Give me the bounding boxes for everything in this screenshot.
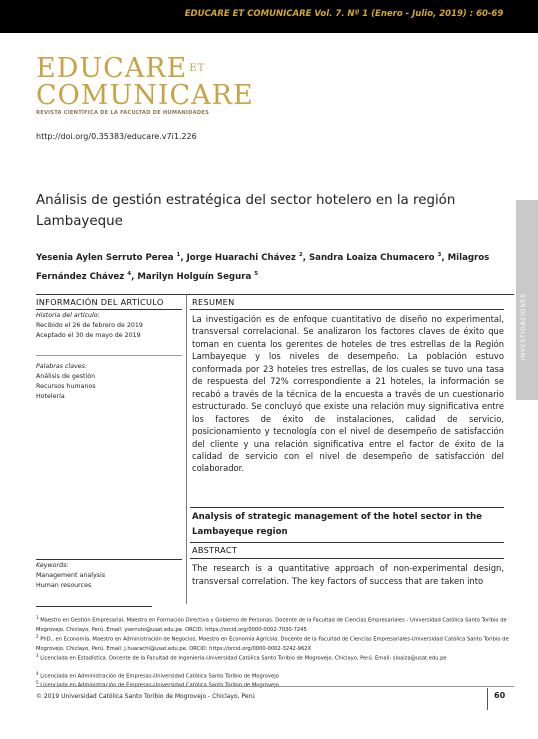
article-info-heading: INFORMACIÓN DEL ARTÍCULO <box>36 297 164 307</box>
footnote-3: $^3$ Licenciada en Estadística. Docente de la Facultad de Ingeniería-Universidad Católica Santo Toribio de Mogrovejo. Chiclayo, Perú. Email: sloaiza@usat.edu.pe <box>36 653 447 662</box>
journal-logo <box>36 55 256 116</box>
divider <box>36 355 182 356</box>
author-ref: 4 <box>127 270 132 277</box>
resumen-text: La investigación es de enfoque cuantitativo de diseño no experimental, transversal correlacional. Se analizaron los factores claves de éxito que toman en cuenta los gerentes de hoteles de tres estrellas de la Región Lambayeque y los niveles de desempeño. La población estuvo conformada por 23 hoteles tres estrellas, de los cuales se tuvo una tasa de respuesta del 72% correspondiente a 21 hoteles, la información se recabó a través de la técnica de la encuesta a través de un cuestionario estructurado. Se concluyó que existe una relación muy significativa entre los factores de éxito de instalaciones, calidad de servicio, posicionamiento y tecnología con el nivel de desempeño de satisfacción del cliente y una relación significativa entre el factor de éxito de la calidad de servicio con el nivel de desempeño de satisfacción del colaborador. <box>192 314 504 474</box>
author-name: Milagros Fernández Chávez <box>36 252 490 282</box>
abstract-text: The research is a quantitative approach of non-experimental design, transversal correlation. The key factors of success that are taken into <box>192 563 504 586</box>
page-divider <box>487 688 488 710</box>
author-name: Sandra Loaiza Chumacero <box>308 252 435 263</box>
keyword: Recursos humanos <box>36 383 96 390</box>
divider <box>36 294 514 295</box>
footnote-1: $^1$ Maestro en Gestión Empresarial, Maestro en Formación Directiva y Gobierno de Personas. Docente de la Facultad de Ciencias Empresariales - Universidad Católica Santo Toribio de Mogrovejo. Chiclayo, Perú. Email: yserruto@usat.edu.pe. ORCID: https://orcid.org/0000-0002-7030-7245 <box>36 615 507 633</box>
divider <box>190 558 504 559</box>
keywords-en <box>36 561 105 591</box>
keyword: Management analysis <box>36 572 105 579</box>
divider <box>190 507 504 508</box>
logo-word-educare: EDUCARE <box>36 53 188 84</box>
author-ref: 3 <box>437 252 442 258</box>
logo-word-comunicare: COMUNICARE <box>36 80 254 111</box>
article-title: Análisis de gestión estratégica del sector hotelero en la región Lambayeque <box>36 193 456 229</box>
footnote-2: $^2$ PhD., en Economía. Maestro en Administración de Negocios, Maestro en Economía Agrícola. Docente de la Facultad de Ciencias Empresariales-Universidad Católica Santo Toribio de Mogrovejo. Chiclayo, Perú. Email: j.huarachi@usat.edu.pe. ORCID: https://orcid.org/0000-0002-3242-962X <box>36 634 509 652</box>
history-label: Historia del artículo: <box>36 312 100 319</box>
resumen-heading: RESUMEN <box>192 297 235 307</box>
footnote-4: $^4$ Licenciada en Administración de Empresas-Universidad Católica Santo Toribio de Mogrovejo <box>36 671 279 680</box>
journal-citation: EDUCARE ET COMUNICARE Vol. 7. Nº 1 (Enero - Julio, 2019) : 60-69 <box>184 9 504 19</box>
author-name: Jorge Huarachi Chávez <box>186 252 296 263</box>
divider <box>190 309 504 310</box>
journal-header-bar <box>0 0 538 33</box>
doi-link[interactable]: http://doi.org/0.35383/educare.v7i1.226 <box>36 132 197 141</box>
author-ref: 2 <box>298 252 303 258</box>
author-name: Yesenia Aylen Serruto Perea <box>36 252 174 263</box>
divider <box>190 542 504 543</box>
author-list: Yesenia Aylen Serruto Perea $^1$, Jorge Huarachi Chávez $^2$, Sandra Loaiza Chumacero $^3$, Milagros Fernández Chávez $^4$, Marilyn Holguín Segura $^5$ <box>36 252 490 282</box>
footnote-5: 5 <box>36 680 39 685</box>
abstract-heading: ABSTRACT <box>192 545 238 555</box>
keywords-es <box>36 362 96 402</box>
copyright: © 2019 Universidad Católica Santo Toribio de Mogrovejo - Chiclayo, Perú <box>36 693 255 700</box>
logo-subtitle: REVISTA CIENTÍFICA DE LA FACULTAD DE HUMANIDADES <box>36 110 210 116</box>
keyword: Human resources <box>36 582 92 589</box>
author-name: Marilyn Holguín Segura <box>137 271 252 282</box>
divider <box>36 559 182 560</box>
divider <box>36 309 182 310</box>
keyword: Hotelería <box>36 393 65 400</box>
page-number: 60 <box>494 691 506 700</box>
footer-rule <box>36 686 514 687</box>
english-title: Analysis of strategic management of the hotel sector in the Lambayeque region <box>192 512 482 537</box>
section-side-tab <box>516 200 538 400</box>
keywords-en-label: Keywords: <box>36 562 69 569</box>
accepted-date: Aceptado el 30 de mayo de 2019 <box>36 332 141 339</box>
received-date: Recibido el 26 de febrero de 2019 <box>36 322 143 329</box>
author-ref: 1 <box>176 252 181 258</box>
author-ref: 5 <box>254 270 259 277</box>
article-history <box>36 311 143 341</box>
column-divider <box>186 294 187 604</box>
footnote-rule <box>36 606 152 607</box>
section-label: INVESTIGACIONES <box>520 293 527 360</box>
keyword: Análisis de gestión <box>36 373 96 380</box>
logo-word-et: ET <box>189 63 206 74</box>
keywords-es-label: Palabras claves: <box>36 363 88 370</box>
